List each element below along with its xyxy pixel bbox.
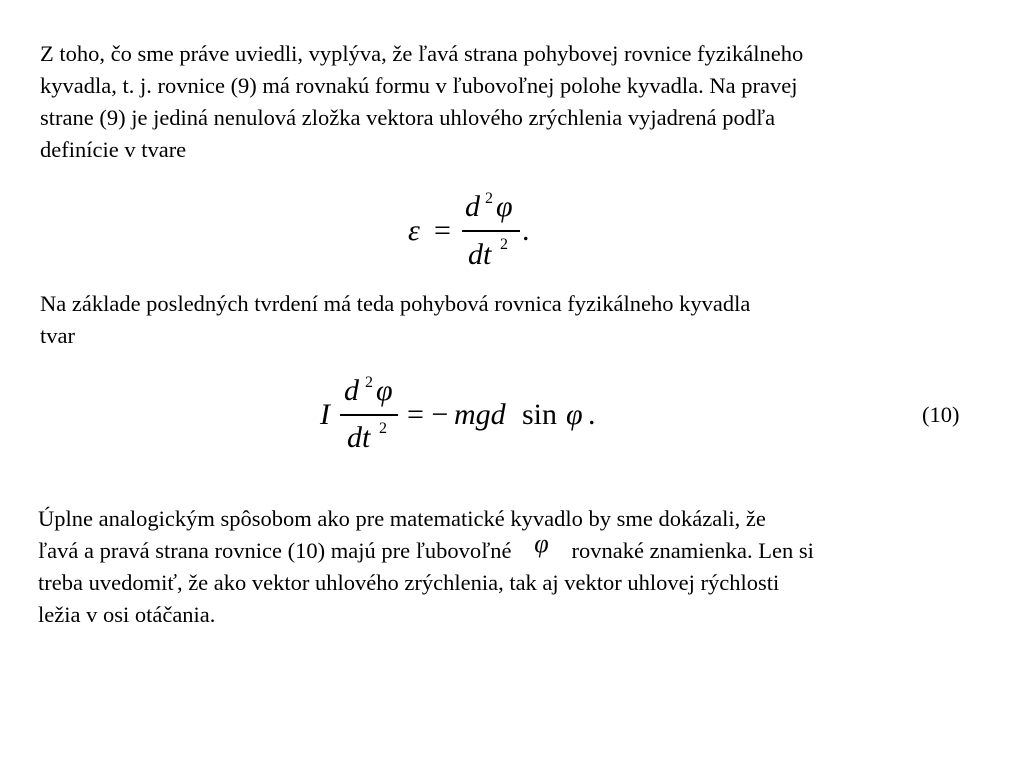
text-line: treba uvedomiť, že ako vektor uhlového zrýchlenia, tak aj vektor uhlovej rýchlosti	[38, 570, 780, 595]
denominator-dt: dt	[468, 238, 492, 271]
sin-function: sin	[522, 398, 558, 431]
period: .	[522, 214, 530, 247]
equals-sign: =	[434, 214, 451, 247]
text-line: Z toho, čo sme práve uviedli, vyplýva, že ľavá strana pohybovej rovnice fyzikálneho	[40, 41, 804, 66]
moment-of-inertia: I	[320, 398, 330, 431]
paragraph-analogy	[38, 503, 1018, 631]
numerator-d: d	[465, 190, 480, 223]
text-line: Úplne analogickým spôsobom ako pre matematické kyvadlo by sme dokázali, že	[38, 506, 766, 531]
epsilon-symbol: ε	[408, 214, 420, 247]
numerator-phi: φ	[496, 190, 513, 223]
numerator-exponent: 2	[485, 190, 493, 207]
text-line: strane (9) je jediná nenulová zložka vektora uhlového zrýchlenia vyjadrená podľa	[40, 105, 776, 130]
period: .	[588, 398, 596, 431]
text-line	[38, 529, 1018, 567]
numerator-phi: φ	[376, 374, 393, 407]
fraction-bar	[462, 230, 520, 232]
denominator-dt: dt	[347, 421, 371, 454]
equation-number: (10)	[922, 402, 960, 427]
equals-minus: = −	[407, 398, 449, 431]
text-line: kyvadla, t. j. rovnice (9) má rovnakú formu v ľubovoľnej polohe kyvadla. Na pravej	[40, 73, 798, 98]
text-line: ležia v osi otáčania.	[38, 602, 216, 627]
phi-symbol: φ	[534, 529, 549, 558]
text-line: definície v tvare	[40, 137, 187, 162]
fraction-bar	[340, 414, 398, 416]
paragraph-motion-equation	[40, 288, 1000, 352]
mgd-term: mgd	[454, 398, 506, 431]
text-line: Na základe posledných tvrdení má teda pohybová rovnica fyzikálneho kyvadla	[40, 291, 751, 316]
phi-argument: φ	[566, 398, 583, 431]
numerator-d: d	[344, 374, 359, 407]
text-line: tvar	[40, 323, 75, 348]
numerator-exponent: 2	[365, 374, 373, 391]
text-segment: rovnaké znamienka. Len si	[571, 538, 814, 563]
denominator-exponent: 2	[500, 236, 508, 253]
denominator-exponent: 2	[379, 420, 387, 437]
text-segment: ľavá a pravá strana rovnice (10) majú pre ľubovoľné	[38, 538, 512, 563]
paragraph-intro	[40, 38, 1010, 166]
